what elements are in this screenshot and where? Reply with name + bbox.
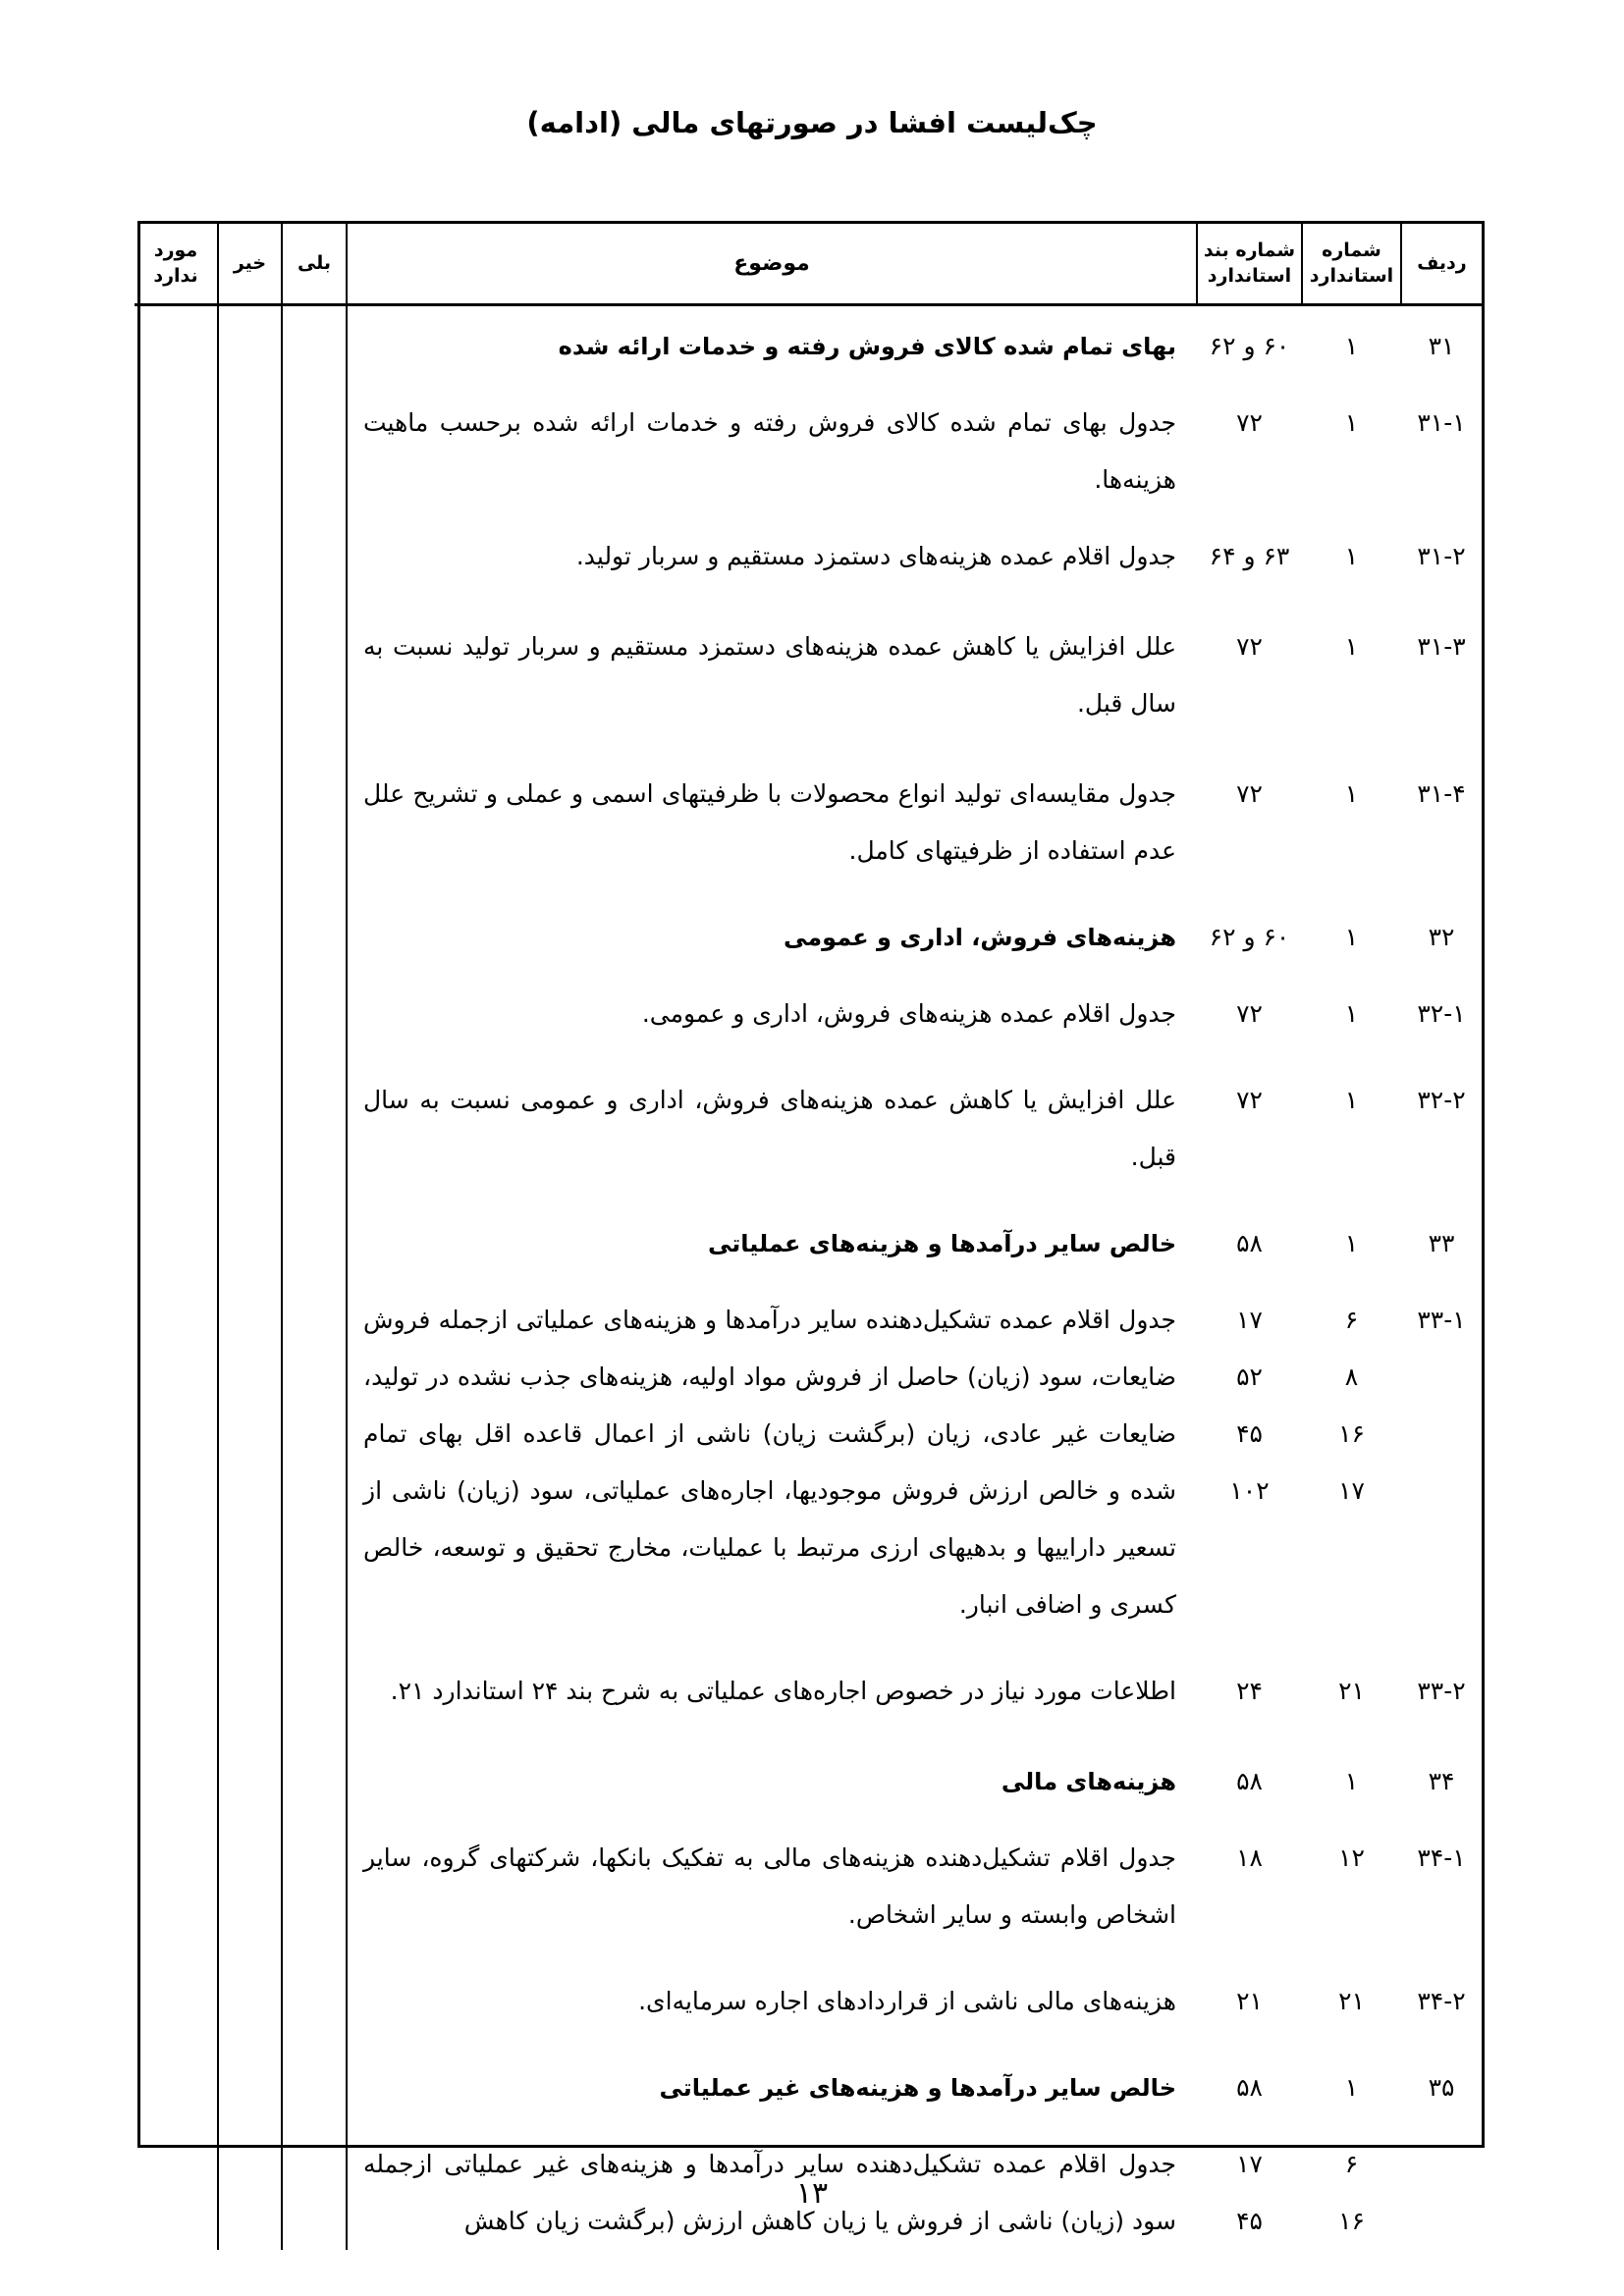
row-number-cell: ۳۲-۲: [1417, 1086, 1466, 1114]
row-spacer: [348, 1186, 1482, 1215]
item-description: علل افزایش یا کاهش عمده هزینه‌های دستمزد مستقیم و سربار تولید نسبت به سال قبل.: [363, 632, 1176, 718]
section-heading: بهای تمام شده کالای فروش رفته و خدمات ارائه شده: [558, 333, 1176, 360]
standard-number-value: ۶: [1344, 1306, 1359, 1334]
item-description: جدول بهای تمام شده کالای فروش رفته و خدمات ارائه شده برحسب ماهیت هزینه‌ها.: [363, 408, 1176, 494]
checklist-item-row: [348, 1292, 1482, 1633]
header-paragraph-number: شماره بند استاندارد: [1197, 224, 1302, 305]
row-spacer: [348, 880, 1482, 909]
paragraph-number-value: ۱۷: [1236, 1306, 1263, 1334]
checklist-item-row: [348, 395, 1482, 508]
section-heading: خالص سایر درآمدها و هزینه‌های غیر عملیاتی: [659, 2074, 1176, 2102]
paragraph-number-cell: ۷۲: [1236, 408, 1263, 437]
checklist-section-row: [348, 1215, 1482, 1272]
standard-number-cell: ۱: [1344, 1086, 1359, 1114]
header-subject: موضوع: [347, 224, 1197, 305]
row-spacer: [348, 375, 1482, 395]
checklist-item-row: [348, 1663, 1482, 1720]
row-number-cell: ۳۲-۱: [1417, 999, 1466, 1028]
paragraph-number-cell: ۶۰ و ۶۲: [1209, 332, 1290, 360]
checklist-section-row: [348, 1753, 1482, 1810]
row-spacer: [348, 585, 1482, 618]
standard-number-cell: ۱: [1344, 332, 1359, 360]
paragraph-number-cell: ۷۲: [1236, 999, 1263, 1028]
item-description: جدول اقلام تشکیل‌دهنده هزینه‌های مالی به تفکیک بانکها، شرکتهای گروه، سایر اشخاص وابسته و سایر اشخاص.: [363, 1843, 1176, 1929]
paragraph-number-cell: ۷۲: [1236, 779, 1263, 808]
row-number-cell: ۳۳-۲: [1417, 1677, 1466, 1705]
item-description: علل افزایش یا کاهش عمده هزینه‌های فروش، اداری و عمومی نسبت به سال قبل.: [363, 1086, 1176, 1171]
row-spacer: [348, 1810, 1482, 1830]
checklist-grid: [135, 224, 1482, 2250]
row-number-cell: ۳۱-۲: [1417, 542, 1466, 570]
paragraph-number-cell: ۶۳ و ۶۴: [1209, 542, 1290, 570]
row-spacer: [348, 1944, 1482, 1973]
standard-number-cell: ۱۲: [1338, 1843, 1365, 1872]
disclosure-checklist-table: [137, 221, 1485, 2235]
standard-number-value: ۱۷: [1338, 1476, 1365, 1505]
item-description: جدول اقلام عمده هزینه‌های فروش، اداری و عمومی.: [641, 999, 1176, 1028]
row-spacer: [348, 1272, 1482, 1292]
standard-number-cell: [1302, 1292, 1401, 1633]
header-not-applicable: مورد ندارد: [135, 224, 218, 305]
standard-number-cell: ۲۱: [1338, 1677, 1365, 1705]
paragraph-number-cell: ۵۸: [1236, 2073, 1263, 2102]
section-heading: خالص سایر درآمدها و هزینه‌های عملیاتی: [707, 1230, 1176, 1257]
row-spacer: [348, 1633, 1482, 1663]
standard-number-cell: ۱: [1344, 779, 1359, 808]
paragraph-number-value: ۴۵: [1236, 2207, 1263, 2235]
checklist-rows: [348, 306, 1482, 2250]
section-heading: هزینه‌های مالی: [1001, 1768, 1176, 1795]
standard-number-value: ۶: [1344, 2150, 1359, 2178]
header-row: [135, 224, 1482, 305]
row-number-cell: ۳۴-۱: [1417, 1843, 1466, 1872]
paragraph-number-cell: ۲۴: [1236, 1677, 1263, 1705]
standard-number-cell: ۱: [1344, 408, 1359, 437]
paragraph-number-cell: ۷۲: [1236, 1086, 1263, 1114]
yes-column[interactable]: [282, 305, 347, 2251]
paragraph-number-value: ۱۷: [1236, 2150, 1263, 2178]
not-applicable-column[interactable]: [135, 305, 218, 2251]
row-number-cell: ۳۳: [1428, 1229, 1455, 1257]
row-number-cell: ۳۱-۱: [1417, 408, 1466, 437]
standard-number-cell: ۲۱: [1338, 1987, 1365, 2015]
paragraph-number-cell: ۵۸: [1236, 1229, 1263, 1257]
paragraph-number-cell: ۶۰ و ۶۲: [1209, 923, 1290, 951]
paragraph-number-value: ۱۰۲: [1229, 1476, 1270, 1505]
paragraph-number-cell: ۲۱: [1236, 1987, 1263, 2015]
row-number-cell: ۳۲: [1428, 923, 1455, 951]
row-number-cell: ۳۴: [1428, 1767, 1455, 1795]
standard-number-cell: ۱: [1344, 923, 1359, 951]
row-spacer: [348, 2030, 1482, 2059]
standard-number-cell: ۱: [1344, 999, 1359, 1028]
checklist-section-row: [348, 318, 1482, 375]
page-number: ۱۳: [795, 2176, 829, 2211]
standard-number-cell: ۱: [1344, 1229, 1359, 1257]
row-spacer: [348, 2116, 1482, 2136]
checklist-section-row: [348, 2059, 1482, 2116]
body-row: [135, 305, 1482, 2251]
item-description: جدول اقلام عمده تشکیل‌دهنده سایر درآمدها و هزینه‌های غیر عملیاتی ازجمله سود (زیان) ناشی از فروش یا زیان کاهش ارزش (برگشت زیان کاهش: [363, 2150, 1176, 2235]
no-column[interactable]: [218, 305, 282, 2251]
row-number-cell: ۳۳-۱: [1417, 1306, 1466, 1334]
row-number-cell: ۳۱-۴: [1417, 779, 1466, 808]
paragraph-number-cell: [1197, 1292, 1302, 1633]
item-description: جدول مقایسه‌ای تولید انواع محصولات با ظرفیتهای اسمی و عملی و تشریح علل عدم استفاده از ظرفیتهای کامل.: [363, 779, 1176, 865]
standard-number-value: ۱۶: [1338, 2207, 1365, 2235]
standard-number-cell: ۱: [1344, 632, 1359, 661]
header-yes: بلی: [282, 224, 347, 305]
row-spacer: [348, 1720, 1482, 1753]
checklist-section-row: [348, 909, 1482, 966]
standard-number-cell: ۱: [1344, 542, 1359, 570]
paragraph-number-value: ۴۵: [1236, 1419, 1263, 1448]
checklist-item-row: [348, 1072, 1482, 1186]
standard-number-cell: ۱: [1344, 1767, 1359, 1795]
paragraph-number-cell: ۷۲: [1236, 632, 1263, 661]
header-standard-number: شماره استاندارد: [1302, 224, 1401, 305]
checklist-item-row: [348, 766, 1482, 880]
standard-number-cell: ۱: [1344, 2073, 1359, 2102]
row-spacer: [348, 508, 1482, 528]
checklist-item-row: [348, 1973, 1482, 2030]
standard-number-value: ۸: [1344, 1362, 1359, 1391]
standard-number-value: ۱۶: [1338, 1419, 1365, 1448]
row-number-cell: ۳۱: [1428, 332, 1455, 360]
row-number-cell: ۳۵: [1428, 2073, 1455, 2102]
checklist-item-row: [348, 986, 1482, 1042]
paragraph-number-cell: ۱۸: [1236, 1843, 1263, 1872]
row-number-cell: ۳۱-۳: [1417, 632, 1466, 661]
item-description: جدول اقلام عمده هزینه‌های دستمزد مستقیم و سربار تولید.: [575, 542, 1176, 570]
row-spacer: [348, 966, 1482, 986]
row-spacer: [348, 1042, 1482, 1072]
row-spacer: [348, 732, 1482, 766]
header-row-number: ردیف: [1401, 224, 1482, 305]
row-number-cell: ۳۴-۲: [1417, 1987, 1466, 2015]
item-description: هزینه‌های مالی ناشی از قراردادهای اجاره سرمایه‌ای.: [638, 1987, 1176, 2015]
item-description: اطلاعات مورد نیاز در خصوص اجاره‌های عملیاتی به شرح بند ۲۴ استاندارد ۲۱.: [390, 1677, 1176, 1705]
checklist-item-row: [348, 618, 1482, 732]
checklist-item-row: [348, 1830, 1482, 1944]
paragraph-number-value: ۵۲: [1236, 1362, 1263, 1391]
checklist-item-row: [348, 528, 1482, 585]
header-no: خیر: [218, 224, 282, 305]
page-title: چک‌لیست افشا در صورتهای مالی (ادامه): [526, 106, 1098, 139]
section-heading: هزینه‌های فروش، اداری و عمومی: [784, 924, 1176, 951]
paragraph-number-cell: ۵۸: [1236, 1767, 1263, 1795]
item-description: جدول اقلام عمده تشکیل‌دهنده سایر درآمدها و هزینه‌های عملیاتی ازجمله فروش ضایعات، سود (زیان) حاصل از فروش مواد اولیه، هزینه‌های جذب نشده در تولید، ضایعات غیر عادی، زیان (برگشت زیان) ناشی از اعمال قاعده اقل بهای تمام شده و خالص ارزش فروش موجودیها، اجاره‌های عملیاتی، سود (زیان) ناشی از تسعیر داراییها و بدهیهای ارزی مرتبط با عملیات، مخارج تحقیق و توسعه، خالص کسری و اضافی انبار.: [363, 1306, 1176, 1619]
